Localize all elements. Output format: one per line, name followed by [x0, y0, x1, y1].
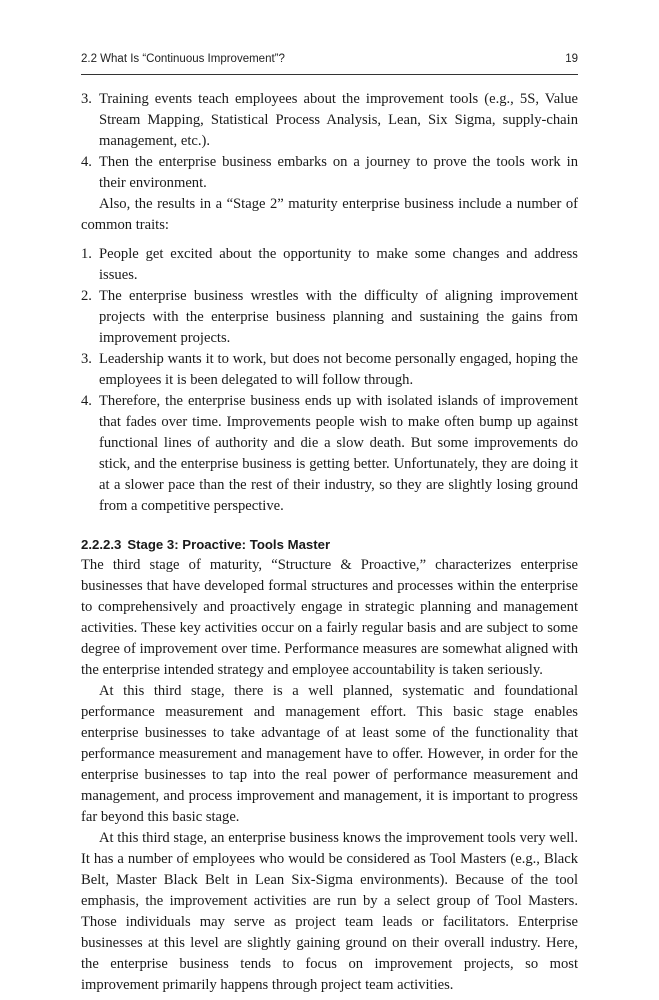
list-item-number: 2. [81, 288, 92, 304]
body-text [81, 89, 578, 996]
list-item [81, 349, 578, 391]
list-item-number: 4. [81, 154, 92, 170]
paragraph: At this third stage, an enterprise business knows the improvement tools very well. It has a number of employees who would be considered as Tool Masters (e.g., Black Belt, Master Black Belt in Lean Six-Sigma environments). Because of the tool emphasis, the improvement activities are run by a select group of Tool Masters. Those individuals may serve as project team leads or facilitators. Enterprise businesses at this level are slightly gaining ground on their overall industry. Here, the enterprise business tends to focus on improvement projects, so most improvement primarily happens through project team activities. [81, 830, 578, 993]
list-item-number: 1. [81, 246, 92, 262]
numbered-list-common-traits [81, 244, 578, 517]
list-item-text: Then the enterprise business embarks on a journey to prove the tools work in their environment. [99, 154, 578, 191]
running-head [81, 53, 578, 69]
header-rule [81, 74, 578, 75]
list-item [81, 244, 578, 286]
list-item [81, 286, 578, 349]
subsection-number: 2.2.2.3 [81, 537, 122, 552]
list-item-text: Training events teach employees about the improvement tools (e.g., 5S, Value Stream Mapping, Statistical Process Analysis, Lean, Six Sigma, supply-chain management, etc.). [99, 91, 578, 149]
list-item-text: The enterprise business wrestles with the difficulty of aligning improvement projects with the enterprise business planning and sustaining the gains from improvement projects. [99, 288, 578, 346]
list-item-text: Leadership wants it to work, but does not become personally engaged, hoping the employees it is been delegated to will follow through. [99, 351, 578, 388]
subsection-title: Stage 3: Proactive: Tools Master [127, 537, 331, 552]
subsection-heading [81, 536, 578, 554]
list-item-text: Therefore, the enterprise business ends up with isolated islands of improvement that fades over time. Improvements people wish to make often bump up against functional lines of authority and die a slow death. But some improvements do stick, and the enterprise business is getting better. Unfortunately, they are doing it at a slower pace than the rest of their industry, so they are slightly losing ground from a competitive perspective. [99, 393, 578, 514]
paragraph: The third stage of maturity, “Structure & Proactive,” characterizes enterprise businesses that have developed formal structures and processes within the enterprise to comprehensively and proactively engage in strategic planning and management activities. These key activities occur on a fairly regular basis and are subject to some degree of improvement over time. Performance measures are somewhat aligned with the enterprise intended strategy and employee accountability is taken seriously. [81, 557, 578, 678]
list-item [81, 152, 578, 194]
list-item-number: 3. [81, 351, 92, 367]
numbered-list-stage2-steps [81, 89, 578, 194]
list-item-number: 3. [81, 91, 92, 107]
list-item [81, 391, 578, 517]
page-number: 19 [565, 53, 578, 65]
list-item-number: 4. [81, 393, 92, 409]
intro-paragraph: Also, the results in a “Stage 2” maturity enterprise business include a number of common traits: [81, 196, 578, 233]
list-item [81, 89, 578, 152]
list-item-text: People get excited about the opportunity to make some changes and address issues. [99, 246, 578, 283]
running-head-section-title: 2.2 What Is “Continuous Improvement”? [81, 53, 285, 65]
paragraph: At this third stage, there is a well planned, systematic and foundational performance measurement and management effort. This basic stage enables enterprise businesses to take advantage of at least some of the functionality that performance measurement and management have to offer. However, in order for the enterprise businesses to tap into the real power of performance measurement and management, and process improvement and management, it is important to progress far beyond this basic stage. [81, 683, 578, 825]
